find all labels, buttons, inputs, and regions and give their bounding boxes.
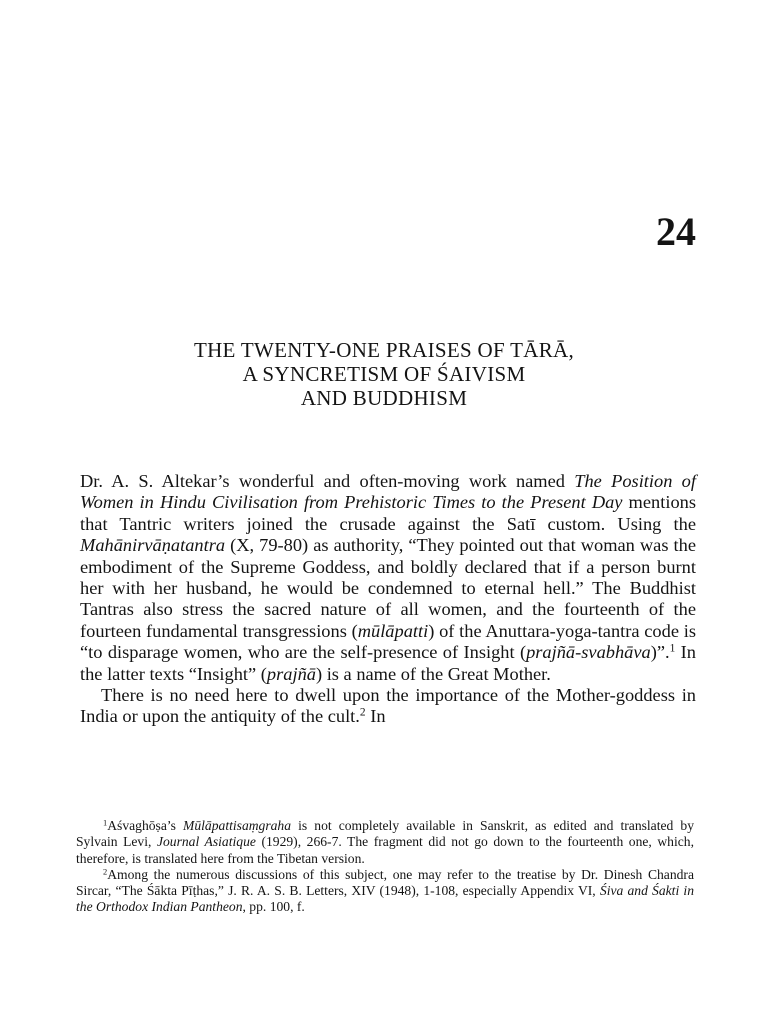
term-mulapatti: mūlāpatti	[357, 620, 429, 641]
paragraph-2-text-2: In	[365, 706, 386, 727]
footnote-ref-2: 2	[359, 707, 366, 720]
paragraph-2-text-1: There is no need here to dwell upon the importance of the Mother-goddess in India or upon the antiquity of the cult.	[80, 685, 696, 727]
paragraph-1-text-1: Dr. A. S. Altekar’s wonderful and often-moving work named	[80, 471, 575, 491]
body-text	[80, 471, 696, 728]
chapter-title-line-2: A SYNCRETISM OF ŚAIVISM	[242, 362, 526, 386]
footnotes	[76, 818, 694, 916]
book-title-position-of-women: The Position of Women in Hindu Civilisation from Prehistoric Times to the Present Day	[80, 471, 696, 513]
footnote-ref-1: 1	[669, 642, 676, 655]
paragraph-1-text-5: )”.	[650, 642, 670, 663]
footnote-2-text-2: , pp. 100, f.	[242, 899, 305, 915]
chapter-title-line-1: THE TWENTY-ONE PRAISES OF TĀRĀ,	[193, 338, 575, 362]
chapter-number: 24	[656, 209, 696, 254]
paragraph-1-text-7: ) is a name of the Great Mother.	[315, 663, 551, 684]
footnote-1-marker: 1	[103, 817, 108, 828]
paragraph-2	[80, 685, 696, 728]
chapter-title-line-3: AND BUDDHISM	[300, 386, 468, 410]
footnote-2-text-1: Among the numerous discussions of this subject, one may refer to the treatise by Dr. Dinesh Chandra Sircar, “The Śākta Pīṭhas,” J. R. A. S. B. Letters, XIV (1948), 1-108, especially Appendix VI,	[76, 866, 694, 899]
footnote-1-text-3: (1929), 266-7. The fragment did not go down to the fourteenth one, which, therefore, is translated here from the Tibetan version.	[76, 834, 694, 866]
chapter-title	[0, 338, 768, 410]
footnote-1	[76, 818, 694, 867]
term-mulapattisamgraha: Mūlāpattisaṃgraha	[183, 818, 292, 833]
paragraph-1-text-6: In the latter texts “Insight” (	[80, 642, 696, 684]
paragraph-1-text-4: ) of the Anuttara-yoga-tantra code is “to disparage women, who are the self-presence of Insight (	[80, 620, 696, 663]
footnote-1-text-1: Aśvaghōṣa’s	[107, 818, 184, 833]
paragraph-1	[80, 471, 696, 685]
footnote-2-marker: 2	[103, 866, 108, 877]
paragraph-1-text-3: (X, 79-80) as authority, “They pointed out that woman was the embodiment of the Supreme Goddess, and boldly declared that if a person burnt her with her husband, he would be condemned to eternal hell.” The Buddhist Tantras also stress the sacred nature of all women, and the fourteenth of the fourteen fundamental transgressions (	[80, 535, 696, 641]
term-prajna: prajñā	[266, 663, 316, 684]
book-title-siva-and-sakti: Śiva and Śakti in the Orthodox Indian Pantheon	[76, 883, 694, 915]
journal-title: Journal Asiatique	[156, 834, 256, 850]
term-prajna-svabhava: prajñā-svabhāva	[526, 642, 651, 663]
paragraph-1-text-2: mentions that Tantric writers joined the crusade against the Satī custom. Using the	[80, 492, 696, 534]
term-mahanirvanatantra: Mahānirvāṇatantra	[80, 535, 226, 556]
footnote-2	[76, 867, 694, 916]
footnote-1-text-2: is not completely available in Sanskrit, as edited and translated by Sylvain Levi,	[76, 818, 694, 850]
